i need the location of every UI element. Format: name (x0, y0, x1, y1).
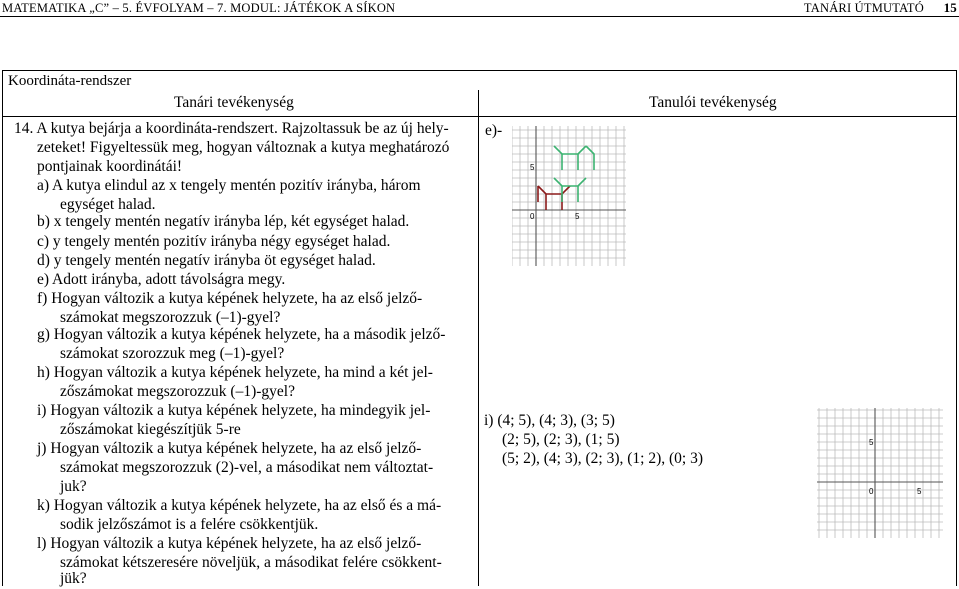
task-line: egységet halad. (60, 196, 156, 213)
task-line: k) Hogyan változik a kutya képének helyzete, ha az első és a má- (37, 497, 442, 514)
grid-label-origin: 0 (530, 212, 535, 221)
section-title: Koordináta-rendszer (8, 73, 132, 89)
column-divider (478, 90, 479, 586)
task-line: h) Hogyan változik a kutya képének helyzete, ha mind a két jel- (37, 364, 433, 381)
task-line: c) y tengely mentén pozitív irányba négy egységet halad. (37, 233, 391, 250)
answer-e-label: e)- (485, 122, 503, 139)
task-line: e) Adott irányba, adott távolságra megy. (37, 271, 286, 288)
task-line: zőszámokat megszorozzuk (–1)-gyel? (60, 383, 295, 400)
task-line: j) Hogyan változik a kutya képének helyzete, ha az első jelző- (37, 440, 422, 457)
header-guide: TANÁRI ÚTMUTATÓ (803, 1, 924, 15)
coordinate-grid-e (512, 126, 626, 266)
task-line: f) Hogyan változik a kutya képének helyzete, ha az első jelző- (37, 290, 423, 307)
dog-moved-2 (554, 178, 586, 186)
answer-i-line: (5; 2), (4; 3), (2; 3), (1; 2), (0; 3) (502, 450, 704, 467)
grid-label-y5: 5 (530, 163, 535, 172)
student-column-heading: Tanulói tevékenység (649, 94, 777, 111)
header-rule (0, 16, 959, 17)
task-line: számokat kétszeresére növeljük, a másodikat felére csökkent- (60, 554, 442, 571)
table-frame (2, 70, 957, 111)
grid-label-x5: 5 (575, 212, 580, 221)
task-line: a) A kutya elindul az x tengely mentén pozitív irányba, három (37, 177, 421, 194)
coordinate-grid-i (817, 408, 943, 538)
heading-rule (2, 116, 957, 117)
task-line: b) x tengely mentén negatív irányba lép, két egységet halad. (37, 213, 410, 230)
task-line: i) Hogyan változik a kutya képének helyzete, ha mindegyik jel- (37, 402, 431, 419)
task-line: g) Hogyan változik a kutya képének helyzete, ha a második jelző- (37, 326, 446, 343)
task-line: pontjainak koordinátái! (37, 158, 183, 175)
dog-original (538, 186, 570, 194)
grid2-label-x5: 5 (917, 487, 922, 496)
task-line: 14. A kutya bejárja a koordináta-rendszert. Rajzoltassuk be az új hely- (14, 120, 449, 137)
dog-moved-tail (586, 146, 594, 170)
page-number: 15 (943, 0, 957, 15)
task-line: zőszámokat kiegészítjük 5-re (60, 421, 241, 438)
dog-moved (554, 146, 586, 154)
answer-i-line: i) (4; 5), (4; 3), (3; 5) (484, 412, 615, 429)
task-line: juk? (60, 478, 87, 495)
task-line: számokat megszorozzuk (2)-vel, a másodikat nem változtat- (60, 459, 434, 476)
page-header (0, 0, 959, 16)
task-line: számokat megszorozzuk (–1)-gyel? (60, 309, 281, 326)
task-line: l) Hogyan változik a kutya képének helyzete, ha az első jelző- (37, 535, 422, 552)
table-border-right (956, 70, 957, 586)
grid2-label-y5: 5 (869, 438, 874, 447)
header-title: MATEMATIKA „C” – 5. ÉVFOLYAM – 7. MODUL: JÁTÉKOK A SÍKON (2, 1, 396, 15)
grid2-label-origin: 0 (869, 487, 874, 496)
task-line: sodik jelzőszámot is a felére csökkentjük. (60, 516, 319, 533)
teacher-column-heading: Tanári tevékenység (174, 94, 294, 111)
answer-i-line: (2; 5), (2; 3), (1; 5) (502, 431, 620, 448)
task-line: jük? (60, 570, 87, 587)
task-line: zeteket! Figyeltessük meg, hogyan változnak a kutya meghatározó (37, 139, 450, 156)
task-line: d) y tengely mentén negatív irányba öt egységet halad. (37, 252, 376, 269)
task-line: számokat szorozzuk meg (–1)-gyel? (60, 345, 285, 362)
table-border-left (2, 70, 3, 586)
